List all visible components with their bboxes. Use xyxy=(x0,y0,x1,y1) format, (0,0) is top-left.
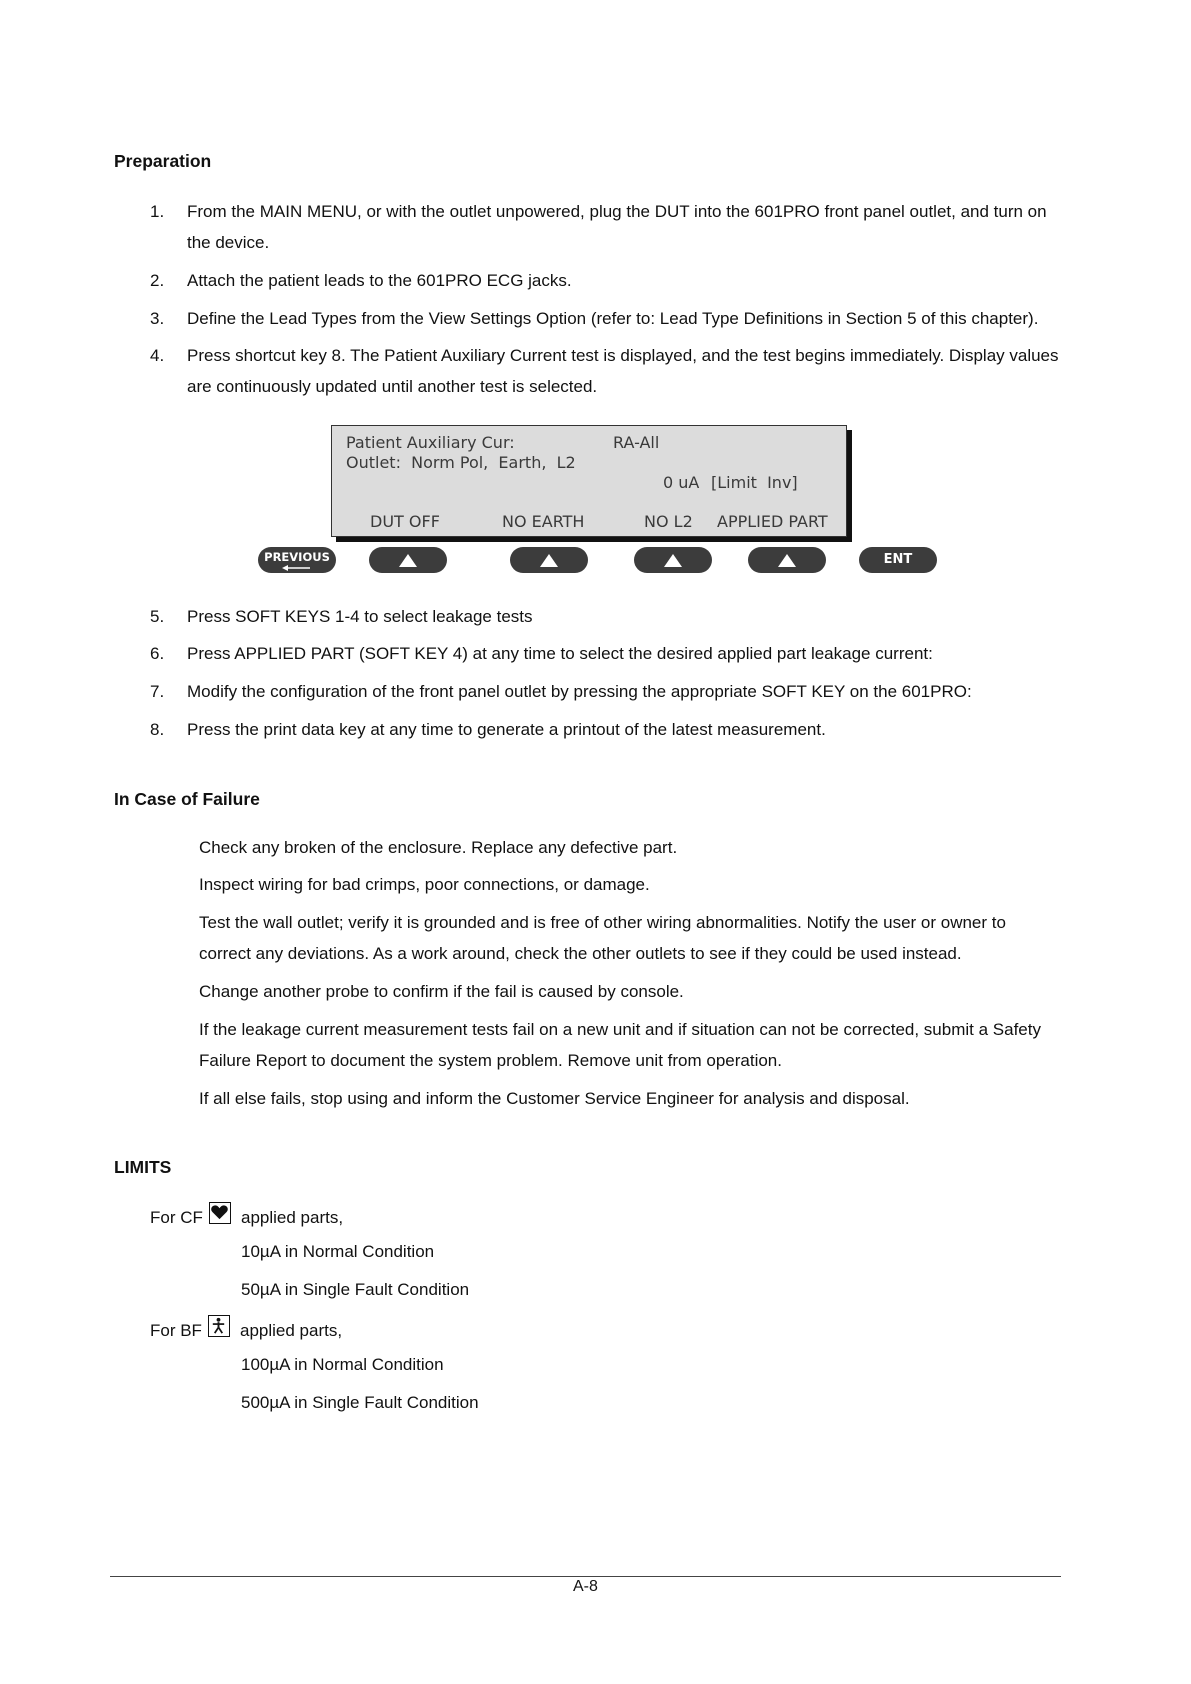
list-number: 7. xyxy=(150,682,165,701)
cf-normal-limit: 10µA in Normal Condition xyxy=(241,1242,435,1261)
list-number: 2. xyxy=(150,271,165,290)
list-text: From the MAIN MENU, or with the outlet unpowered, plug the DUT into the 601PRO front panel outlet, and turn on the device. xyxy=(187,202,1047,252)
cf-label: For CF xyxy=(150,1208,203,1227)
previous-label: PREVIOUS xyxy=(264,550,330,564)
softkey-label-1: DUT OFF xyxy=(370,512,440,531)
bf-suffix: applied parts, xyxy=(240,1321,343,1340)
display-lead-selection: RA-All xyxy=(613,433,660,452)
list-number: 1. xyxy=(150,202,165,221)
bf-label: For BF xyxy=(150,1321,202,1340)
triangle-up-icon xyxy=(664,554,682,567)
triangle-up-icon xyxy=(399,554,417,567)
page-number: A-8 xyxy=(573,1578,598,1595)
list-number: 8. xyxy=(150,720,165,739)
failure-item: Inspect wiring for bad crimps, poor connections, or damage. xyxy=(199,875,650,894)
list-text: Attach the patient leads to the 601PRO ECG jacks. xyxy=(187,271,572,290)
failure-item: If the leakage current measurement tests fail on a new unit and if situation can not be corrected, submit a Safety Failure Report to document the system problem. Remove unit from operation. xyxy=(199,1020,1041,1070)
softkey-4-button[interactable] xyxy=(748,547,826,573)
list-text: Press the print data key at any time to generate a printout of the latest measurement. xyxy=(187,720,826,739)
softkey-1-button[interactable] xyxy=(369,547,447,573)
list-number: 3. xyxy=(150,309,165,328)
softkey-2-button[interactable] xyxy=(510,547,588,573)
arrow-left-icon xyxy=(282,565,312,571)
bf-body-icon xyxy=(208,1315,230,1337)
list-text: Define the Lead Types from the View Settings Option (refer to: Lead Type Definitions in Section 5 of this chapter). xyxy=(187,309,1039,328)
limits-heading: LIMITS xyxy=(114,1157,172,1177)
display-outlet-config: Outlet: Norm Pol, Earth, L2 xyxy=(346,453,576,472)
triangle-up-icon xyxy=(540,554,558,567)
cf-fault-limit: 50µA in Single Fault Condition xyxy=(241,1280,470,1299)
list-text: Press shortcut key 8. The Patient Auxiliary Current test is displayed, and the test begins immediately. Display values are continuously updated until another test is selected. xyxy=(187,346,1059,396)
ent-button[interactable]: ENT xyxy=(859,547,937,573)
display-reading: 0 uA xyxy=(663,473,700,492)
failure-item: Change another probe to confirm if the fail is caused by console. xyxy=(199,982,684,1001)
cf-heart-icon xyxy=(209,1202,231,1224)
display-limit: [Limit Inv] xyxy=(711,473,798,492)
failure-heading: In Case of Failure xyxy=(114,789,260,809)
list-text: Press APPLIED PART (SOFT KEY 4) at any time to select the desired applied part leakage current: xyxy=(187,644,933,663)
display-test-name: Patient Auxiliary Cur: xyxy=(346,433,515,452)
softkey-label-4: APPLIED PART xyxy=(717,512,828,531)
list-number: 5. xyxy=(150,607,165,626)
list-text: Modify the configuration of the front panel outlet by pressing the appropriate SOFT KEY on the 601PRO: xyxy=(187,682,972,701)
softkey-3-button[interactable] xyxy=(634,547,712,573)
bf-normal-limit: 100µA in Normal Condition xyxy=(241,1355,444,1374)
softkey-label-3: NO L2 xyxy=(644,512,693,531)
failure-item: Test the wall outlet; verify it is grounded and is free of other wiring abnormalities. Notify the user or owner to correct any deviations. As a work around, check the other outlets to see if they could be used instead. xyxy=(199,913,1006,963)
previous-button[interactable] xyxy=(258,547,336,573)
footer-divider xyxy=(110,1576,1061,1577)
preparation-heading: Preparation xyxy=(114,151,212,171)
softkey-label-2: NO EARTH xyxy=(502,512,585,531)
failure-item: Check any broken of the enclosure. Replace any defective part. xyxy=(199,838,678,857)
device-display xyxy=(331,425,847,537)
list-number: 6. xyxy=(150,644,165,663)
cf-suffix: applied parts, xyxy=(241,1208,344,1227)
list-number: 4. xyxy=(150,346,165,365)
failure-item: If all else fails, stop using and inform the Customer Service Engineer for analysis and disposal. xyxy=(199,1089,910,1108)
list-text: Press SOFT KEYS 1-4 to select leakage tests xyxy=(187,607,533,626)
bf-fault-limit: 500µA in Single Fault Condition xyxy=(241,1393,479,1412)
triangle-up-icon xyxy=(778,554,796,567)
